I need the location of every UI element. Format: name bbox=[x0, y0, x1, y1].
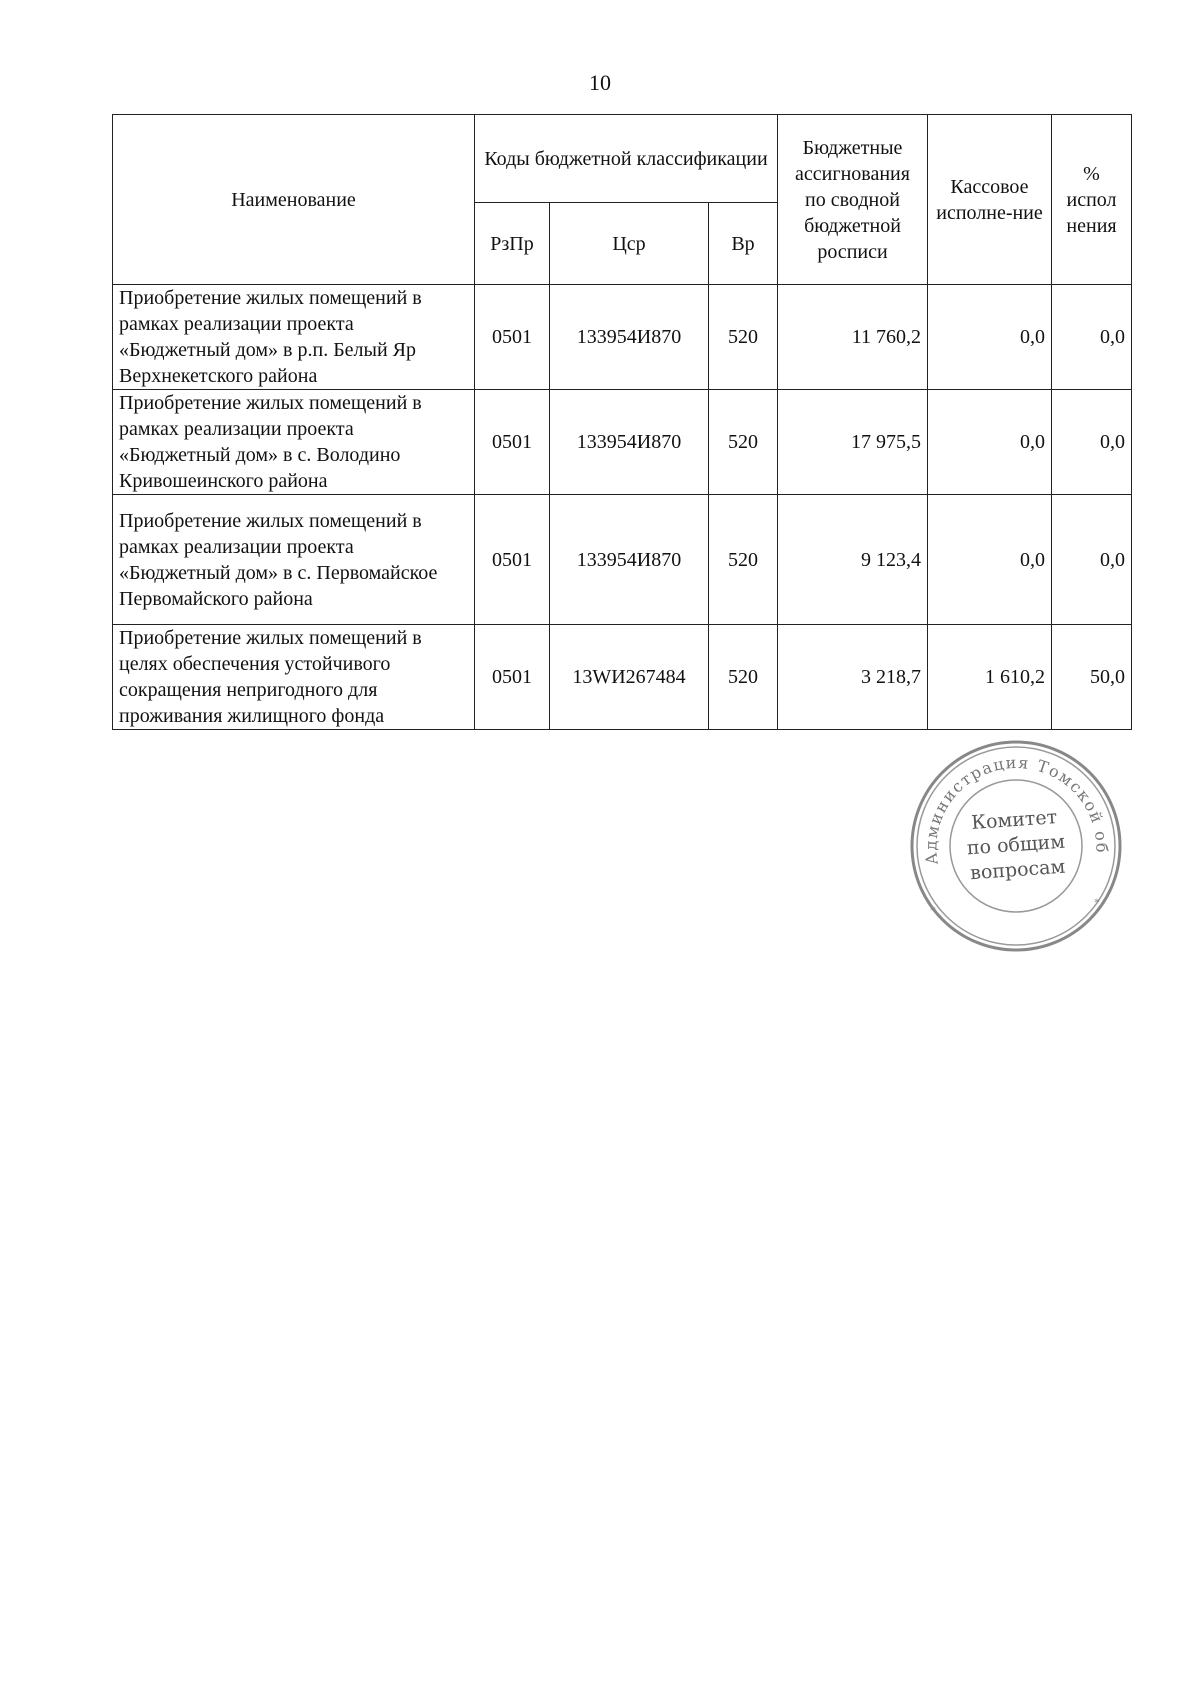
row-vr: 520 bbox=[709, 285, 778, 390]
table-row bbox=[113, 390, 1132, 495]
row-percent: 0,0 bbox=[1052, 285, 1132, 390]
row-cash: 0,0 bbox=[928, 285, 1052, 390]
row-assignments: 17 975,5 bbox=[778, 390, 928, 495]
stamp-line: вопросам bbox=[969, 855, 1066, 885]
row-rzpr: 0501 bbox=[475, 285, 550, 390]
row-cash: 0,0 bbox=[928, 495, 1052, 625]
header-name: Наименование bbox=[113, 115, 475, 285]
stamp-line: Комитет bbox=[970, 806, 1058, 835]
table-row bbox=[113, 625, 1132, 730]
row-assignments: 3 218,7 bbox=[778, 625, 928, 730]
stamp-star-left: * bbox=[930, 903, 936, 917]
row-csr: 133954И870 bbox=[550, 495, 709, 625]
row-rzpr: 0501 bbox=[475, 495, 550, 625]
header-vr: Вр bbox=[709, 203, 778, 285]
row-cash: 0,0 bbox=[928, 390, 1052, 495]
row-name: Приобретение жилых помещений в целях обеспечения устойчивого сокращения непригодного для проживания жилищного фонда bbox=[113, 625, 475, 730]
table-row bbox=[113, 285, 1132, 390]
row-csr: 133954И870 bbox=[550, 285, 709, 390]
stamp-ring-text: Администрация Томской об bbox=[921, 752, 1112, 866]
stamp-star-right: * bbox=[1094, 895, 1100, 909]
row-vr: 520 bbox=[709, 390, 778, 495]
row-vr: 520 bbox=[709, 495, 778, 625]
row-assignments: 11 760,2 bbox=[778, 285, 928, 390]
row-csr: 13WИ267484 bbox=[550, 625, 709, 730]
header-assignments: Бюджетные ассигнования по сводной бюджетной росписи bbox=[778, 115, 928, 285]
row-vr: 520 bbox=[709, 625, 778, 730]
header-cash: Кассовое исполне-ние bbox=[928, 115, 1052, 285]
header-codes-group: Коды бюджетной классификации bbox=[475, 115, 778, 203]
header-rzpr: РзПр bbox=[475, 203, 550, 285]
row-rzpr: 0501 bbox=[475, 390, 550, 495]
row-name: Приобретение жилых помещений в рамках реализации проекта «Бюджетный дом» в р.п. Белый Яр Верхнекетского района bbox=[113, 285, 475, 390]
header-csr: Цср bbox=[550, 203, 709, 285]
table-row bbox=[113, 495, 1132, 625]
page-number: 10 bbox=[589, 70, 611, 95]
stamp-center-text bbox=[904, 800, 1129, 890]
stamp-line: по общим bbox=[966, 830, 1066, 860]
row-percent: 50,0 bbox=[1052, 625, 1132, 730]
header-percent: % испол нения bbox=[1052, 115, 1132, 285]
row-percent: 0,0 bbox=[1052, 390, 1132, 495]
row-percent: 0,0 bbox=[1052, 495, 1132, 625]
row-assignments: 9 123,4 bbox=[778, 495, 928, 625]
row-rzpr: 0501 bbox=[475, 625, 550, 730]
row-name: Приобретение жилых помещений в рамках реализации проекта «Бюджетный дом» в с. Володино Кривошеинского района bbox=[113, 390, 475, 495]
official-stamp bbox=[906, 736, 1126, 956]
budget-table bbox=[112, 114, 1132, 730]
row-name: Приобретение жилых помещений в рамках реализации проекта «Бюджетный дом» в с. Первомайское Первомайского района bbox=[113, 495, 475, 625]
row-csr: 133954И870 bbox=[550, 390, 709, 495]
row-cash: 1 610,2 bbox=[928, 625, 1052, 730]
